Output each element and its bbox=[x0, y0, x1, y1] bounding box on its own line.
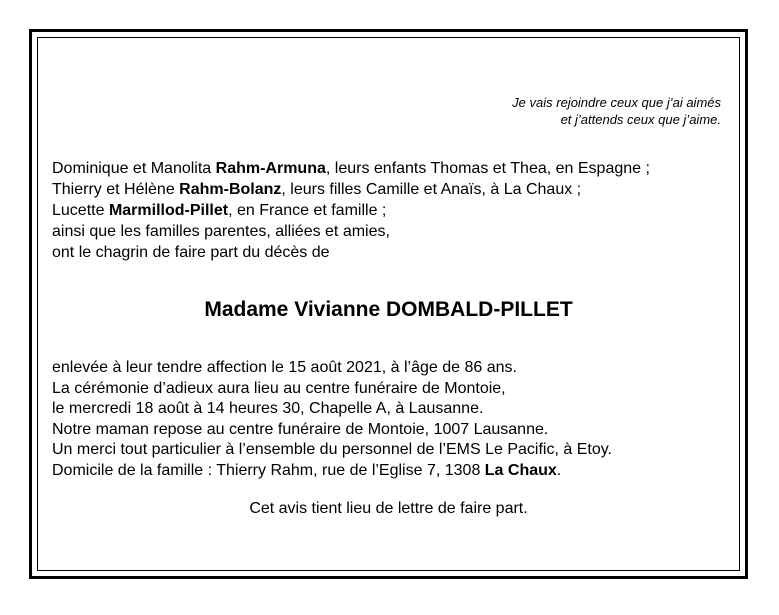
family-name: Marmillod-Pillet bbox=[108, 202, 229, 219]
text: Thierry et Hélène bbox=[52, 181, 180, 198]
announcement-line-5: ont le chagrin de faire part du décès de bbox=[52, 244, 330, 261]
details-line-5: Un merci tout particulier à l’ensemble du personnel de l’EMS Le Pacific, à Etoy. bbox=[52, 441, 612, 458]
family-announcement bbox=[52, 158, 650, 263]
text: . bbox=[556, 461, 562, 479]
text: , en France et famille ; bbox=[228, 202, 387, 219]
quote-line-2: et j’attends ceux que j’aime. bbox=[560, 112, 721, 127]
details-line-6 bbox=[52, 461, 612, 482]
text: , leurs filles Camille et Anaïs, à La Chaux ; bbox=[281, 181, 582, 198]
text: Domicile de la famille : Thierry Rahm, rue de l’Eglise 7, 1308 bbox=[52, 461, 485, 479]
ceremony-details bbox=[52, 358, 612, 481]
quote-line-1: Je vais rejoindre ceux que j’ai aimés bbox=[512, 95, 721, 110]
text: Lucette bbox=[52, 202, 109, 219]
place-name: La Chaux bbox=[484, 461, 557, 479]
closing-note: Cet avis tient lieu de lettre de faire part. bbox=[249, 500, 528, 517]
details-line-3: le mercredi 18 août à 14 heures 30, Chapelle A, à Lausanne. bbox=[52, 400, 484, 417]
details-line-2: La cérémonie d’adieux aura lieu au centre funéraire de Montoie, bbox=[52, 379, 506, 397]
announcement-line-3 bbox=[52, 200, 650, 221]
text: Dominique et Manolita bbox=[52, 160, 216, 177]
epigraph-quote bbox=[512, 94, 721, 128]
outer-border bbox=[29, 29, 748, 579]
announcement-line-1 bbox=[52, 158, 650, 179]
announcement-line-2 bbox=[52, 179, 650, 200]
text: , leurs enfants Thomas et Thea, en Espagne ; bbox=[325, 160, 650, 177]
family-name: Rahm-Bolanz bbox=[179, 181, 282, 198]
details-line-4: Notre maman repose au centre funéraire de Montoie, 1007 Lausanne. bbox=[52, 420, 549, 438]
announcement-line-4: ainsi que les familles parentes, alliées et amies, bbox=[52, 223, 390, 240]
deceased-name: Madame Vivianne DOMBALD-PILLET bbox=[204, 298, 573, 321]
family-name: Rahm-Armuna bbox=[215, 160, 326, 177]
details-line-1: enlevée à leur tendre affection le 15 août 2021, à l’âge de 86 ans. bbox=[52, 359, 517, 376]
